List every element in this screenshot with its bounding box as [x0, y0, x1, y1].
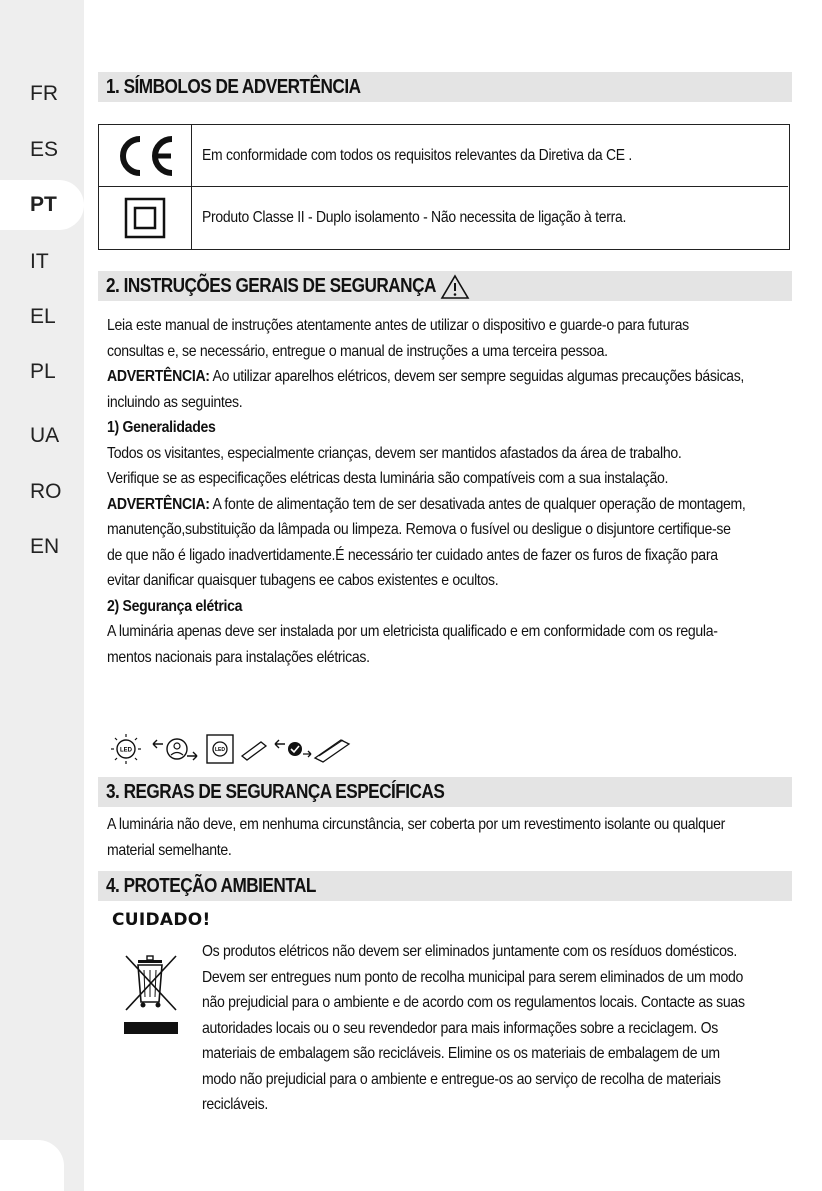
environment-line-7: recicláveis.: [202, 1096, 268, 1113]
specific-line-2: material semelhante.: [107, 841, 232, 859]
environment-line-2: Devem ser entregues num ponto de recolha municipal para serem eliminados de um modo: [202, 968, 744, 986]
section-3-title: 3. REGRAS DE SEGURANÇA ESPECÍFICAS: [106, 781, 445, 803]
section-1-title: 1. SÍMBOLOS DE ADVERTÊNCIA: [106, 76, 361, 98]
warning-1-text: Ao utilizar aparelhos elétricos, devem ser sempre seguidas algumas precauções básicas,: [209, 368, 745, 385]
symbol-row-ce: [99, 125, 788, 187]
section-2-body: [107, 313, 746, 670]
ce-mark-icon: [99, 125, 192, 186]
section-3-body: [107, 812, 726, 863]
warning-triangle-icon: [440, 274, 470, 300]
language-sidebar: [0, 0, 84, 1191]
electrical-line-1: A luminária apenas deve ser instalada por um eletricista qualificado e em conformidade com os regula-: [107, 623, 718, 640]
lang-tab-pt[interactable]: PT: [30, 193, 57, 216]
warning-2-line-4: evitar danificar quaisquer tubagens ee cabos existentes e ocultos.: [107, 572, 499, 589]
specific-line-1: A luminária não deve, em nenhuma circunstância, ser coberta por um revestimento isolante ou qualquer: [107, 816, 726, 833]
lang-tab-ro[interactable]: RO: [30, 480, 62, 503]
crossed-out-wheelie-bin-icon: [122, 952, 182, 1042]
lang-tab-en[interactable]: EN: [30, 535, 60, 558]
warning-1: [107, 364, 745, 390]
warning-symbols-table: [98, 124, 790, 250]
symbol-row-class-ii: [99, 187, 788, 249]
intro-line-1: Leia este manual de instruções atentamente antes de utilizar o dispositivo e guarde-o para futuras: [107, 317, 689, 334]
section-4-header: [98, 871, 792, 901]
subsection-1-title: 1) Generalidades: [107, 419, 216, 436]
section-2-title: 2. INSTRUÇÕES GERAIS DE SEGURANÇA: [106, 275, 436, 297]
section-4-body: [202, 939, 745, 1118]
caution-heading: CUIDADO!: [112, 910, 211, 930]
led-pictograms: [107, 732, 351, 766]
environment-line-5: materiais de embalagem são recicláveis. Elimine os os materiais de embalagem de um: [202, 1045, 720, 1062]
section-3-header: [98, 777, 792, 807]
led-strip-icon: [239, 732, 269, 766]
warning-2-line-2: manutenção,substituição da lâmpada ou limpeza. Remova o fusível ou desligue o disjuntore certifique-se: [107, 521, 731, 538]
electrical-line-2: mentos nacionais para instalações elétricas.: [107, 648, 370, 666]
warning-2-line-3: de que não é ligado inadvertidamente.É necessário ter cuidado antes de fazer os furos de fixação para: [107, 546, 718, 564]
warning-1-line-2: incluindo as seguintes.: [107, 393, 243, 411]
led-replace-driver-icon: [273, 732, 351, 766]
section-4-title: 4. PROTEÇÃO AMBIENTAL: [106, 875, 316, 897]
lang-tab-it[interactable]: IT: [30, 250, 49, 273]
page-tab-bg: [0, 1140, 64, 1191]
warning-2-label: ADVERTÊNCIA:: [107, 495, 210, 513]
lang-tab-ua[interactable]: UA: [30, 424, 60, 447]
lang-tab-fr[interactable]: FR: [30, 82, 58, 105]
class-ii-description: Produto Classe II - Duplo isolamento - Não necessita de ligação à terra.: [202, 209, 627, 226]
lang-tab-es[interactable]: ES: [30, 138, 59, 161]
led-module-icon: [205, 732, 235, 766]
general-line-2: Verifique se as especificações elétricas desta luminária são compatíveis com a sua instalação.: [107, 470, 669, 487]
warning-2: [107, 492, 746, 518]
led-bulb-icon: [107, 732, 145, 766]
section-1-header: [98, 72, 792, 102]
led-text-2: LED: [215, 747, 225, 753]
general-line-1: Todos os visitantes, especialmente crianças, devem ser mantidos afastados da área de trabalho.: [107, 444, 682, 462]
ce-mark-description: Em conformidade com todos os requisitos relevantes da Diretiva da CE .: [202, 146, 633, 164]
section-2-header: [98, 271, 792, 301]
warning-2-text: A fonte de alimentação tem de ser desativada antes de qualquer operação de montagem,: [209, 495, 746, 513]
environment-line-6: modo não prejudicial para o ambiente e entregue-os ao serviço de recolha de materiais: [202, 1070, 721, 1088]
subsection-2-title: 2) Segurança elétrica: [107, 597, 243, 615]
class-ii-double-insulation-icon: [99, 187, 192, 249]
lang-tab-el[interactable]: EL: [30, 305, 56, 328]
warning-1-label: ADVERTÊNCIA:: [107, 368, 210, 385]
environment-line-1: Os produtos elétricos não devem ser eliminados juntamente com os resíduos domésticos.: [202, 943, 737, 960]
led-replace-technician-icon: [149, 732, 201, 766]
environment-line-3: não prejudicial para o ambiente e de acordo com os regulamentos locais. Contacte as suas: [202, 994, 745, 1011]
lang-tab-pl[interactable]: PL: [30, 360, 56, 383]
environment-line-4: autoridades locais ou o seu revendedor para mais informações sobre a reciclagem. Os: [202, 1019, 719, 1037]
intro-line-2: consultas e, se necessário, entregue o manual de instruções a uma terceira pessoa.: [107, 342, 608, 360]
led-text-1: LED: [120, 747, 132, 754]
